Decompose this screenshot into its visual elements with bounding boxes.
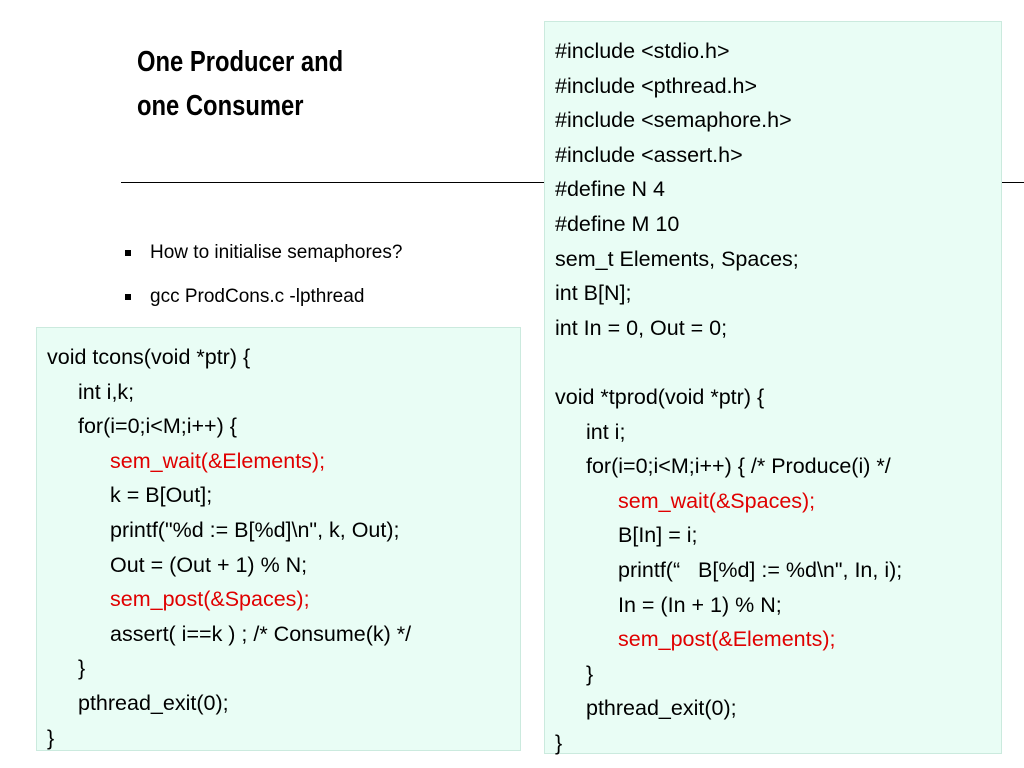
bullet-item xyxy=(122,280,402,324)
consumer-code-box xyxy=(36,327,521,751)
code-line: printf(“ B[%d] := %d\n", In, i); xyxy=(618,557,903,582)
code-line: pthread_exit(0); xyxy=(586,696,737,721)
code-line xyxy=(555,345,1001,380)
square-bullet-icon xyxy=(125,294,131,300)
slide-title-line-2: one Consumer xyxy=(137,90,304,122)
code-line: } xyxy=(586,661,594,686)
bullet-item xyxy=(122,236,402,280)
code-line: B[In] = i; xyxy=(618,523,698,548)
code-line: sem_wait(&Spaces); xyxy=(618,488,816,513)
slide-title-line-1: One Producer and xyxy=(137,46,344,78)
code-line: #include <pthread.h> xyxy=(555,73,758,98)
code-line: } xyxy=(78,656,86,681)
slide-title xyxy=(137,40,399,128)
code-line: int i; xyxy=(586,419,626,444)
code-line: int In = 0, Out = 0; xyxy=(555,315,728,340)
code-line: sem_post(&Spaces); xyxy=(110,587,310,612)
code-line: int i,k; xyxy=(78,379,135,404)
code-line: #include <semaphore.h> xyxy=(555,108,792,133)
code-line: for(i=0;i<M;i++) { xyxy=(78,414,237,439)
bullet-text: How to initialise semaphores? xyxy=(150,242,403,263)
code-line: #include <assert.h> xyxy=(555,142,743,167)
code-line: pthread_exit(0); xyxy=(78,690,229,715)
code-line: #include <stdio.h> xyxy=(555,39,730,63)
code-line: } xyxy=(555,730,563,755)
code-line: sem_wait(&Elements); xyxy=(110,448,326,473)
square-bullet-icon xyxy=(125,250,131,256)
code-line: sem_t Elements, Spaces; xyxy=(555,246,799,271)
code-line: void tcons(void *ptr) { xyxy=(47,345,251,369)
code-line: k = B[Out]; xyxy=(110,483,213,508)
code-line: assert( i==k ) ; /* Consume(k) */ xyxy=(110,621,412,646)
code-line: Out = (Out + 1) % N; xyxy=(110,552,308,577)
code-line: for(i=0;i<M;i++) { /* Produce(i) */ xyxy=(586,454,891,479)
code-line: #define N 4 xyxy=(555,177,665,202)
code-line: #define M 10 xyxy=(555,211,680,236)
code-line: int B[N]; xyxy=(555,281,632,306)
code-line: printf("%d := B[%d]\n", k, Out); xyxy=(110,517,400,542)
code-line: sem_post(&Elements); xyxy=(618,627,836,652)
producer-code xyxy=(555,34,1001,760)
bullet-list xyxy=(122,236,402,324)
code-line: In = (In + 1) % N; xyxy=(618,592,782,617)
producer-code-box xyxy=(544,21,1002,754)
code-line: } xyxy=(47,725,55,750)
code-line: void *tprod(void *ptr) { xyxy=(555,384,765,409)
bullet-text: gcc ProdCons.c -lpthread xyxy=(150,286,365,307)
consumer-code xyxy=(47,340,520,755)
